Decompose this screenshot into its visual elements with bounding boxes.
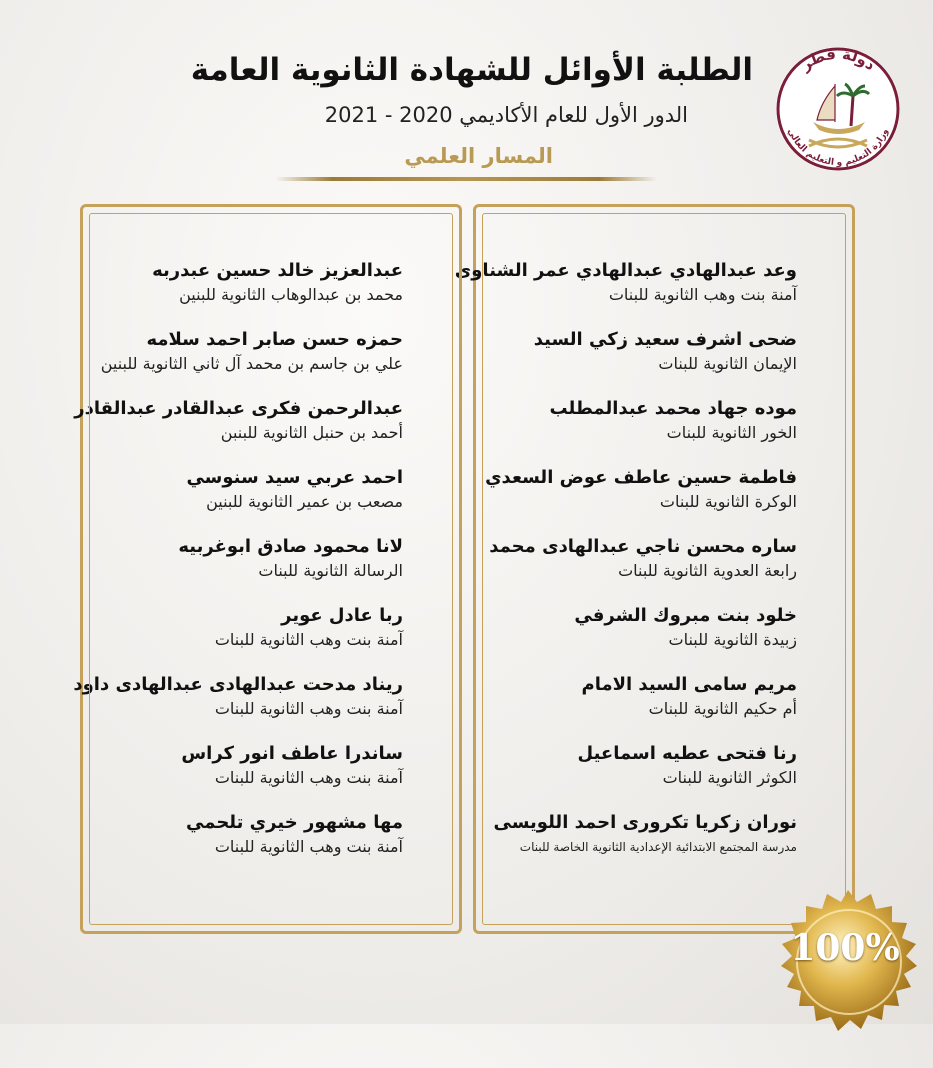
list-item (476, 466, 852, 535)
school-name: زبيدة الثانوية للبنات (668, 630, 797, 649)
list-item (476, 535, 852, 604)
right-panel (454, 204, 855, 934)
school-name: الكوثر الثانوية للبنات (662, 768, 797, 787)
student-name: عبدالرحمن فكرى عبدالقادر عبدالقادر (74, 398, 403, 419)
student-name: لانا محمود صادق ابوغربيه (178, 536, 403, 557)
school-name: آمنة بنت وهب الثانوية للبنات (214, 837, 403, 856)
school-name: الإيمان الثانوية للبنات (658, 354, 797, 373)
school-name: الرسالة الثانوية للبنات (258, 561, 403, 580)
student-name: نوران زكريا تكرورى احمد اللويسى (493, 812, 797, 833)
student-name: خلود بنت مبروك الشرفي (574, 605, 797, 626)
seal-text: 100% (790, 927, 900, 969)
logo-bottom-text: وزارة التعليم و التعليم العالي (785, 127, 891, 169)
list-item (83, 466, 459, 535)
left-panel (73, 204, 462, 934)
list-item (83, 535, 459, 604)
school-name: محمد بن عبدالوهاب الثانوية للبنين (179, 285, 403, 304)
student-name: ساره محسن ناجي عبدالهادى محمد (489, 536, 797, 557)
list-item (454, 259, 852, 328)
title-divider (275, 177, 657, 181)
list-item (83, 811, 459, 880)
student-name: وعد عبدالهادي عبدالهادي عمر الشناوى (454, 260, 797, 281)
student-name: احمد عربي سيد سنوسي (186, 467, 403, 488)
school-name: الوكرة الثانوية للبنات (659, 492, 797, 511)
list-item (476, 328, 852, 397)
student-name: ضحى اشرف سعيد زكي السيد (533, 329, 797, 350)
school-name: رابعة العدوية الثانوية للبنات (618, 561, 797, 580)
qatar-ministry-emblem-icon (773, 44, 903, 174)
list-item (83, 328, 459, 397)
list-item (476, 397, 852, 466)
gold-seal-icon (758, 888, 933, 1068)
student-name: ساندرا عاطف انور كراس (181, 743, 403, 764)
school-name: آمنة بنت وهب الثانوية للبنات (214, 699, 403, 718)
student-name: عبدالعزيز خالد حسين عبدربه (152, 260, 403, 281)
student-name: رنا فتحى عطيه اسماعيل (577, 743, 797, 764)
list-item (73, 673, 459, 742)
list-item (83, 604, 459, 673)
list-item (83, 742, 459, 811)
student-name: ربا عادل عوير (281, 605, 403, 626)
list-item (476, 811, 852, 880)
student-name: فاطمة حسين عاطف عوض السعدي (485, 467, 797, 488)
school-name: آمنة بنت وهب الثانوية للبنات (214, 630, 403, 649)
student-name: مريم سامى السيد الامام (581, 674, 797, 695)
school-name: أحمد بن حنبل الثانوية للبنبن (220, 423, 403, 442)
track-label: المسار العلمي (404, 144, 553, 168)
list-item (476, 673, 852, 742)
left-student-list (73, 259, 459, 880)
right-student-list (454, 259, 852, 880)
school-name: مدرسة المجتمع الابتدائية الإعدادية الثانوية الخاصة للبنات (519, 840, 797, 854)
list-item (74, 397, 459, 466)
student-name: حمزه حسن صابر احمد سلامه (146, 329, 403, 350)
student-name: ريناد مدحت عبدالهادى عبدالهادى داود (73, 674, 403, 695)
page-title: الطلبة الأوائل للشهادة الثانوية العامة (190, 52, 753, 88)
list-item (83, 259, 459, 328)
school-name: آمنة بنت وهب الثانوية للبنات (608, 285, 797, 304)
student-name: مها مشهور خيري تلحمي (186, 812, 403, 833)
list-item (476, 604, 852, 673)
logo-top-text: دولة قطر (797, 44, 879, 75)
header (0, 0, 933, 190)
school-name: أم حكيم الثانوية للبنات (648, 699, 797, 718)
page-subtitle: الدور الأول للعام الأكاديمي 2020 - 2021 (324, 103, 688, 127)
student-name: موده جهاد محمد عبدالمطلب (549, 398, 797, 419)
school-name: آمنة بنت وهب الثانوية للبنات (214, 768, 403, 787)
school-name: علي بن جاسم بن محمد آل ثاني الثانوية للبنين (100, 354, 403, 373)
school-name: الخور الثانوية للبنات (666, 423, 797, 442)
school-name: مصعب بن عمير الثانوية للبنين (206, 492, 403, 511)
list-item (476, 742, 852, 811)
